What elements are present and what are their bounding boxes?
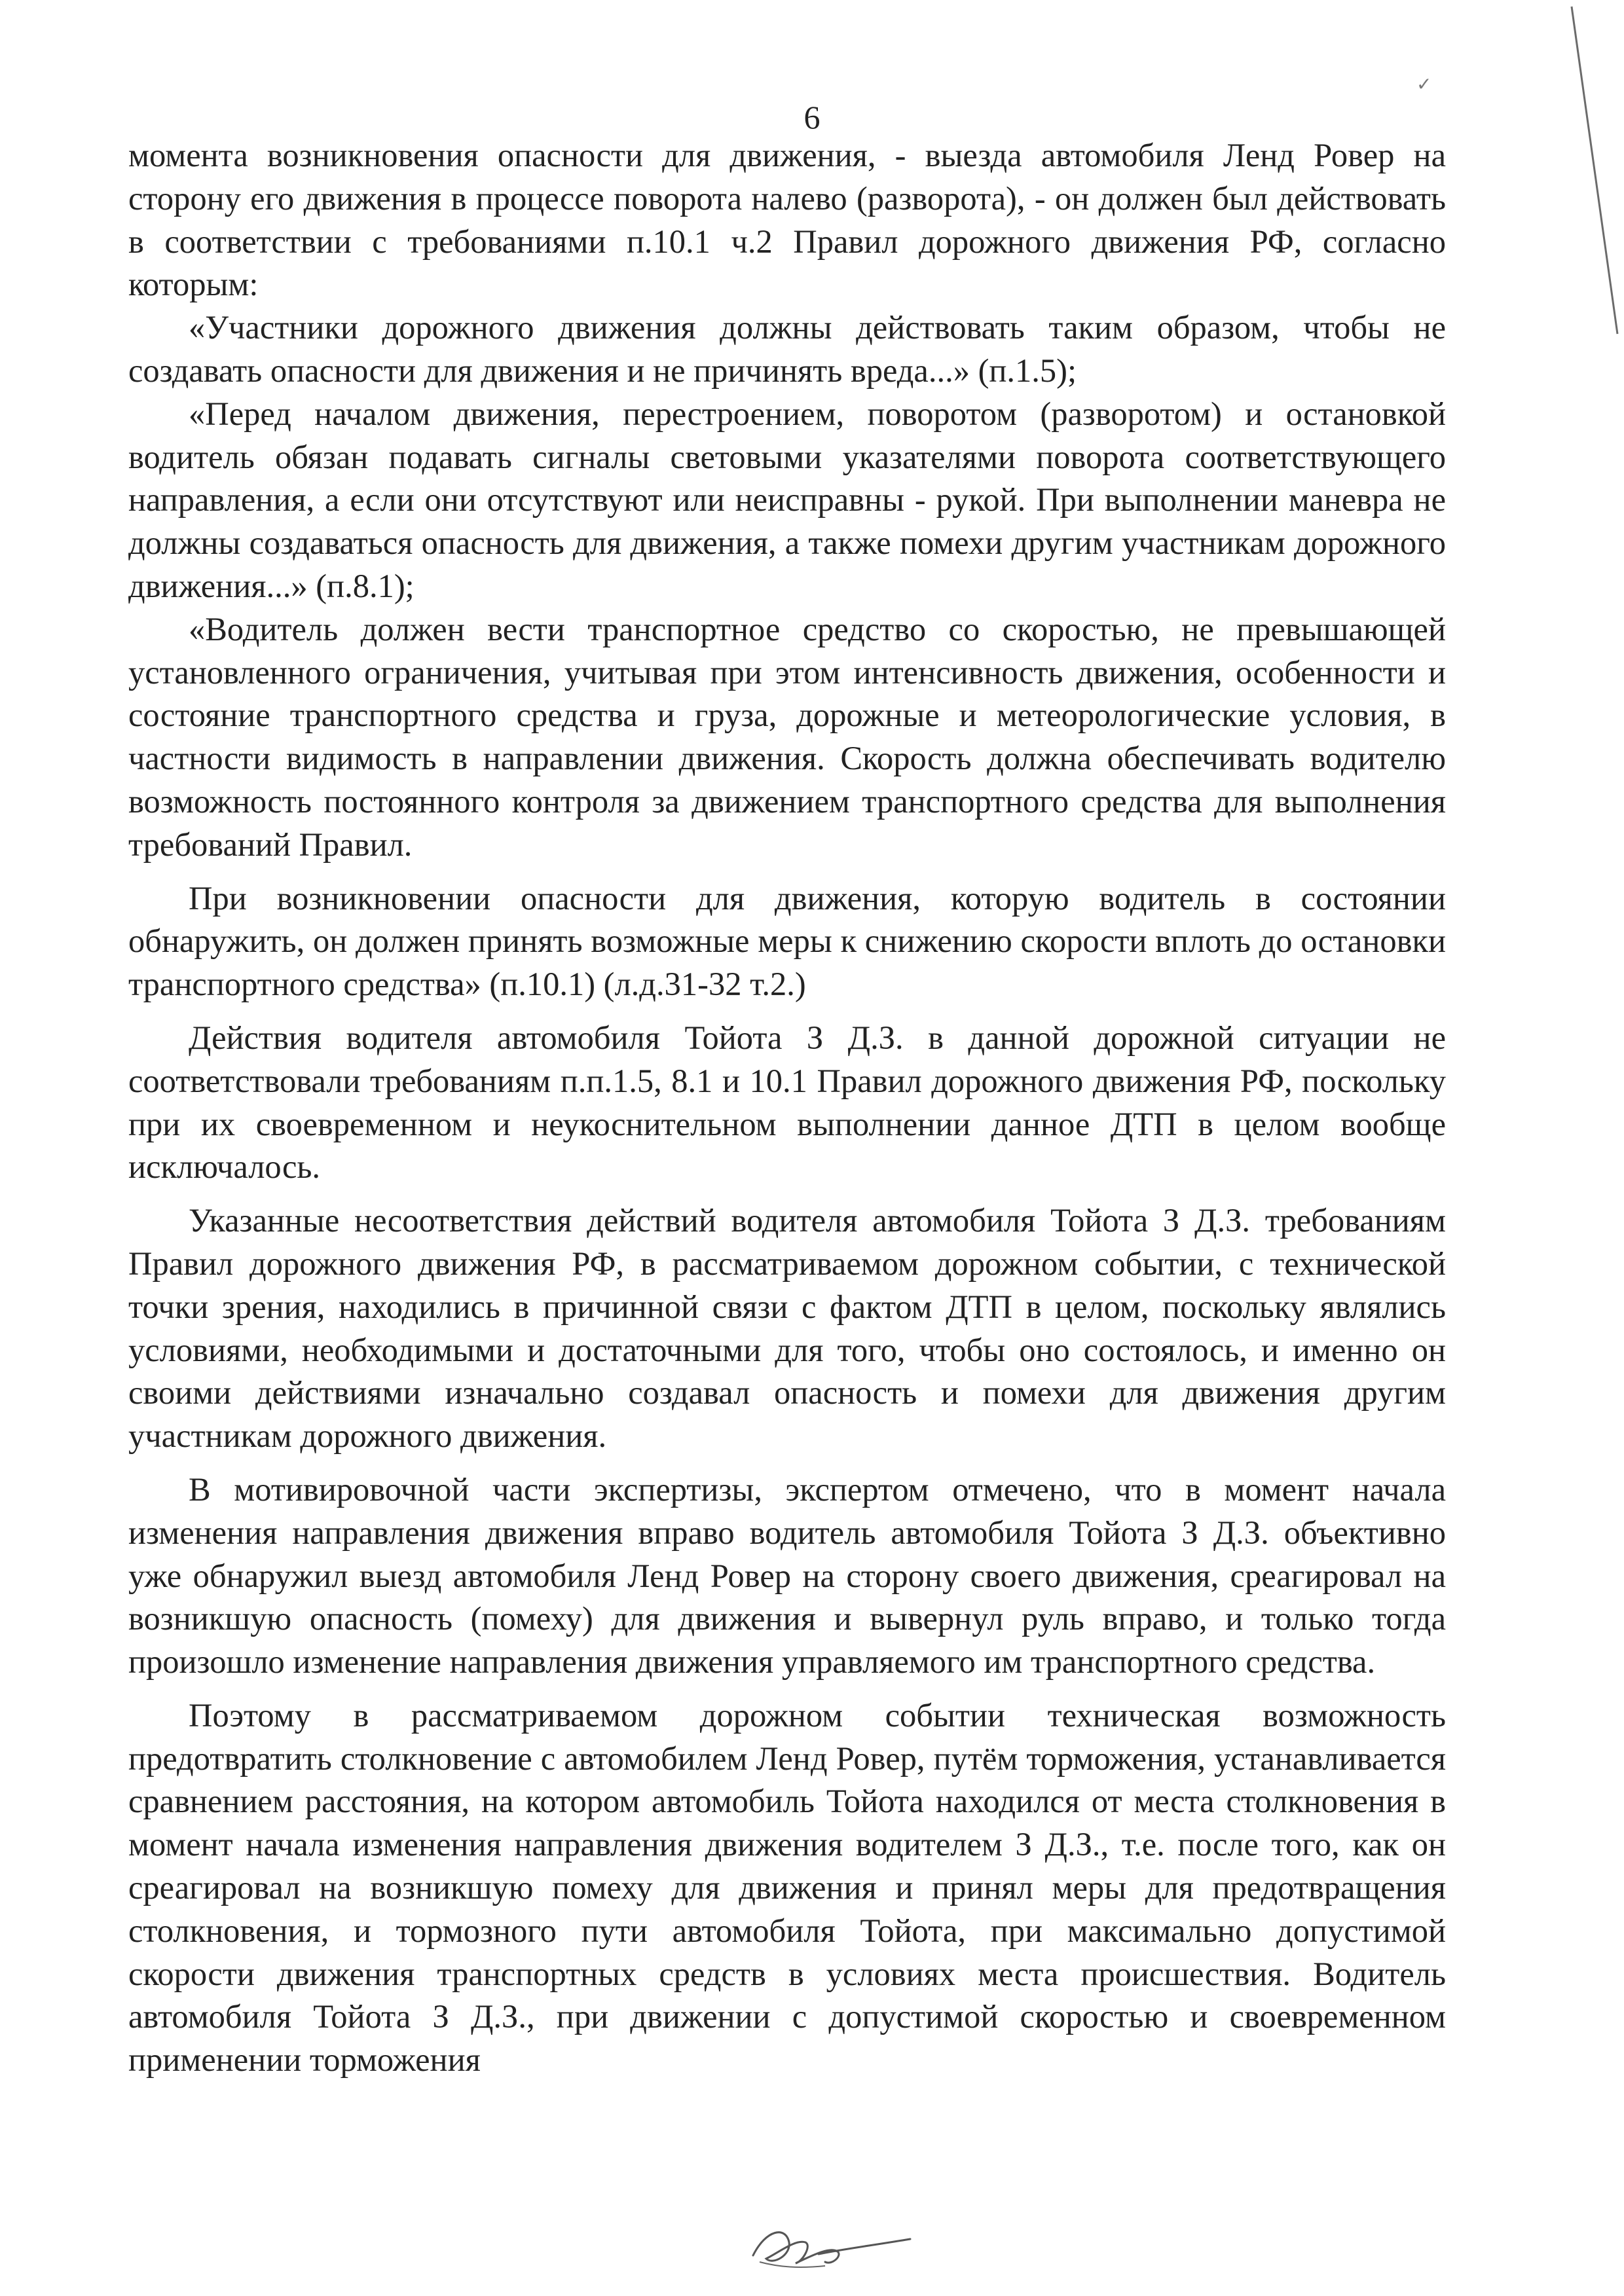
scan-edge-line xyxy=(1545,0,1624,340)
paragraph-5: При возникновении опасности для движения, которую водитель в состоянии обнаружить, он должен принять возможные меры к снижению скорости вплоть до остановки транспортного средства» (п.10.1) (л.д.31-32 т.2.) xyxy=(128,879,1446,1003)
paragraph-8: В мотивировочной части экспертизы, экспертом отмечено, что в момент начала изменения направления движения вправо водитель автомобиля Тойота З Д.З. объективно уже обнаружил выезд автомобиля Ленд Ровер на сторону своего движения, среагировал на возникшую опасность (помеху) для движения и вывернул руль вправо, и только тогда произошло изменение направления движения управляемого им транспортного средства. xyxy=(128,1470,1446,1681)
paragraph-3: «Перед началом движения, перестроением, поворотом (разворотом) и остановкой водитель обязан подавать сигналы световыми указателями поворота соответствующего направления, а если они отсутствуют или неисправны - рукой. При выполнении маневра не должны создаваться опасность для движения, а также помехи другим участникам дорожного движения...» (п.8.1); xyxy=(128,395,1446,604)
paragraph-6: Действия водителя автомобиля Тойота З Д.З. в данной дорожной ситуации не соответствовали требованиям п.п.1.5, 8.1 и 10.1 Правил дорожного движения РФ, поскольку при их своевременном и неукоснительном выполнении данное ДТП в целом вообще исключалось. xyxy=(128,1019,1446,1186)
paragraph-1: момента возникновения опасности для движения, - выезда автомобиля Ленд Ровер на сторону его движения в процессе поворота налево (разворота), - он должен был действовать в соответствии с требованиями п.10.1 ч.2 Правил дорожного движения РФ, согласно которым: xyxy=(128,137,1446,303)
page-number: 6 xyxy=(803,99,821,136)
handwritten-signature xyxy=(740,2216,923,2275)
paragraph-9: Поэтому в рассматриваемом дорожном событии техническая возможность предотвратить столкновение с автомобилем Ленд Ровер, путём торможения, устанавливается сравнением расстояния, на котором автомобиль Тойота находился от места столкновения в момент начала изменения направления движения водителем З Д.З., т.е. после того, как он среагировал на возникшую помеху для движения и принял меры для предотвращения столкновения, и тормозного пути автомобиля Тойота, при максимально допустимой скорости движения транспортных средств в условиях места происшествия. Водитель автомобиля Тойота З Д.З., при движении с допустимой скоростью и своевременном применении торможения xyxy=(128,1696,1446,2079)
paragraph-7: Указанные несоответствия действий водителя автомобиля Тойота З Д.З. требованиям Правил дорожного движения РФ, в рассматриваемом дорожном событии, с технической точки зрения, находились в причинной связи с фактом ДТП в целом, поскольку являлись условиями, необходимыми и достаточными для того, чтобы оно состоялось, и именно он своими действиями изначально создавал опасность и помехи для движения другим участникам дорожного движения. xyxy=(128,1202,1446,1455)
paragraph-2: «Участники дорожного движения должны действовать таким образом, чтобы не создавать опасности для движения и не причинять вреда...» (п.1.5); xyxy=(128,309,1446,389)
scan-speck-mark: ✓ xyxy=(1416,75,1432,95)
document-body xyxy=(128,134,1446,2082)
paragraph-4: «Водитель должен вести транспортное средство со скоростью, не превышающей установленного ограничения, учитывая при этом интенсивность движения, особенности и состояние транспортного средства и груза, дорожные и метеорологические условия, в частности видимость в направлении движения. Скорость должна обеспечивать водителю возможность постоянного контроля за движением транспортного средства для выполнения требований Правил. xyxy=(128,610,1446,863)
